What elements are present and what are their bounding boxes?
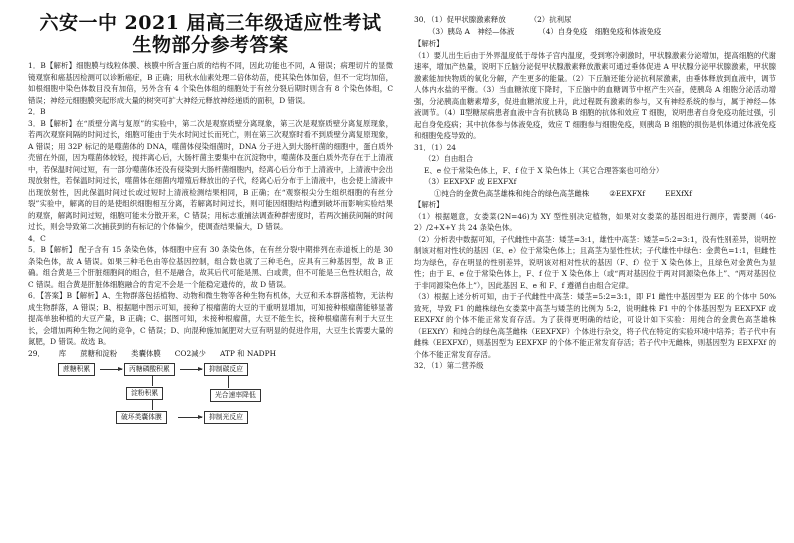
q31-part1: 31．（1）24 <box>414 142 456 152</box>
vline-2 <box>228 376 229 388</box>
box-starch: 淀粉积累 <box>126 387 163 400</box>
q31-explanation-2: （2）分析表中数据可知，子代雌性中高茎：矮茎=3:1，雄性中高茎：矮茎=5:2=3:1，没有性别差异，说明控制该对相对性状的基因（E、e）位于常染色体上；且高茎为显性性状；子代雄性中绿色：金黄色=1:1，但雌性均为绿色，存在明显的性别差异，说明该对相对性状的基因（F、f）位于 X 染色体上，且绿色对金黄色为显性；由于 E、e 位于常染色体上，F、f 位于 X 染色体上（或“两对基因位于两对同源染色体上”、“两对基因位于非同源染色体上”），因此基因 E、e 和 F、f 遵循自由组合定律。 <box>414 234 776 290</box>
right-column <box>414 14 776 372</box>
vline-1 <box>152 376 153 386</box>
vline-3 <box>152 400 153 410</box>
box-inhibit-dark: 抑制碳反应 <box>204 363 248 376</box>
answer-q6: 6．【答案】B【解析】A、生物群落包括植物、动物和微生物等各种生物有机体，大豆和禾本群落植物，无法构成生物群落，A 错误；B、根据题中图示可知，接种了根瘤菌的大豆的干重明显增加，可知接种根瘤菌能够显著提高单独种植的大豆产量，B 正确；C、据图可知，未接种根瘤菌，大豆不能生长，接种根瘤菌有利于大豆生长，会增加两种生物之间的竞争，C 错误；D、向混种施加氮肥对大豆有明显的促进作用，大豆生长需要大量的氮肥，D 错误。故选 B。 <box>28 291 393 346</box>
answer-q2: 2．B <box>28 107 46 116</box>
q29-ans-5: ATP 和 NADPH <box>219 348 277 358</box>
q31-opt-1: ①纯合的金黄色高茎雄株和纯合的绿色高茎雌株 <box>434 188 590 198</box>
q31-jiexi-label: 【解析】 <box>414 200 444 209</box>
q31-part2: （2）自由组合 <box>424 154 474 163</box>
q29-label: 29． <box>28 348 45 358</box>
q30-line1 <box>414 14 776 26</box>
box-destroy-membrane: 破坏类囊体膜 <box>116 411 167 424</box>
answer-q3: 3．B【解析】在“质壁分离与复原”的实验中，第二次是观察质壁分离现象，第三次是观察质壁分离复原现象，若两次观察间隔的时间过长，细胞可能由于失水时间过长而死亡，则在第三次观察时看不到质壁分离复原现象，A 错误；用 32P 标记的是噬菌体的 DNA，噬菌体侵染细菌时，DNA 分子进入到大肠杆菌的细胞中，蛋白质外壳留在外面，因为噬菌体较轻，搅拌离心后，大肠杆菌主要集中在沉淀物中，噬菌体及蛋白质外壳存在于上清液中，若保温时间过短，有一部分噬菌体还没有侵染到大肠杆菌细胞内，经离心后分布于上清液中，上清液中会出现放射性，若保温时间过长，噬菌体在细菌内增殖后释放出的子代，经离心后分布于上清液中，也会使上清液中出现放射性，因此保温时间过长或过短时上清液检测结果相同，B 正确；在“观察根尖分生组织细胞的有丝分裂”实验中，解离的目的是使组织细胞相互分离，若解离时间过长，则可能因细胞结构遭到破坏而影响实验结果的观察，解离时间过短，细胞可能未分散开来，C 错误；用标志重捕法调查种群密度时，若两次捕获间隔的时间过长，则会导致第二次捕获到的有标记的个体偏少，使调查结果偏大，D 错误。 <box>28 118 393 231</box>
q32-part1: 32．（1）第二营养级 <box>414 361 484 370</box>
q31-explanation-1: （1）根据题意，女娄菜(2N=46)为 XY 型性别决定植物，如果对女娄菜的基因组进行测序，需要测（46-2）/2+X+Y 共 24 条染色体。 <box>414 211 776 232</box>
left-column <box>28 0 393 431</box>
q30-ans-4: （4）自身免疫 细胞免疫和体液免疫 <box>538 27 662 36</box>
page-title: 六安一中 2021 届高三年级适应性考试 <box>39 12 382 34</box>
q29-ans-4: CO2减少 <box>174 348 206 358</box>
q29-ans-3: 类囊体膜 <box>131 348 161 358</box>
answer-q5: 5．B【解析】 配子含有 15 条染色体，体细胞中应有 30 条染色体，在有丝分裂中期排列在赤道板上的是 30 条染色体，故 A 错误。如果三种毛色由等位基因控制，组合数也就了三种毛色，应具有三种基因型，故 B 正确。组合黄是三个肝脏细胞间的组合，但不是融合，故其后代可能是黑、白或黄，但不可能是三色性状组合，故 C 错误。组合黄是肝脏体细胞融合的肯定不会是一个能稳定遗传的，故 D 错误。 <box>28 245 393 289</box>
answer-q29-row <box>28 348 393 360</box>
arrow-1 <box>100 369 122 370</box>
flow-diagram <box>28 361 393 431</box>
q30-ans-1: 30．（1）促甲状腺激素释放 <box>414 15 506 24</box>
q31-explanation-3: （3）根据上述分析可知，由于子代雌性中高茎：矮茎=5:2=3:1，即 F1 雌性中基因型为 EE 的个体中 50%致死，导致 F1 的雌株绿色女娄菜中高茎与矮茎的比例为 5:2，说明雌株 F1 中的个体基因型为 EEXFXF 或 EEXFXf 的个体不能正常发育存活。为了获得更明确的结论，可设计如下实验：用纯合的金黄色高茎雄株（EEXfY）和纯合的绿色高茎雌株（EEXFXF）个体进行杂交，将子代在特定的实验环境中培养；若子代中有雌株（EEXFXf），则基因型为 EEXFXF 的个体不能正常发育存活；若子代中无雌株，则基因型为 EEXFXf 的个体不能正常发育存活。 <box>414 292 776 359</box>
q31-opt-3: EEXfXf <box>665 188 692 198</box>
arrow-2 <box>180 369 202 370</box>
box-inhibit-light: 抑制光反应 <box>204 411 248 424</box>
box-sucrose: 蔗糖积累 <box>58 363 95 376</box>
q30-explanation: （1）要儿出生后由于外界温度低于母体子宫内温度，受到寒冷刺激时，甲状腺激素分泌增加，提高细胞的代谢速率，增加产热量，说明下丘脑分泌促甲状腺激素释放激素可通过垂体促进 A 甲状腺分泌甲状腺激素，甲状腺激素能加快物质的氧化分解，产生更多的能量。（2）下丘脑还能分泌抗利尿激素，由垂体释放到血液中，调节人体内水盐的平衡。（3）当血糖浓度下降时，下丘脑中的血糖调节中枢产生兴奋，使胰岛 A 细胞分泌活动增强，分泌胰高血糖素增多，促进血糖浓度上升，此过程既有激素的参与，又有神经系统的参与，属于神经—体液调节。（4）Ⅱ型糖尿病患者血液中含有抗胰岛 B 细胞的抗体和效应 T 细胞，说明患者自身免疫功能过强，引起自身免疫病；其中抗体参与体液免疫，效应 T 细胞参与细胞免疫，则胰岛 B 细胞的损伤是机体通过体液免疫和细胞免疫导致的。 <box>414 50 776 140</box>
answer-q1: 1．B【解析】细胞膜与线粒体膜、核膜中所含蛋白质的结构不同，因此功能也不同，A 错误；病理切片的显微镜观察和癌基因检测可以诊断癌症，B 正确；用秋水仙素处理二倍体幼苗，使其染色体加倍，但不一定均加倍，如根细胞中染色体数目没有加倍，另外含有 4 个染色体组的细胞处于有丝分裂后期时则含有 8 个染色体组，C 错误；神经元细胞膜突起形成大量的树突可扩大神经元释放神经递质的面积，D 错误。 <box>28 61 393 105</box>
answer-q4: 4．C <box>28 233 46 243</box>
q30-ans-3: （3）胰岛 A 神经—体液 <box>428 27 515 36</box>
q30-ans-2: （2）抗利尿 <box>529 15 572 24</box>
q31-opt-2: ②EEXFXf <box>609 188 646 198</box>
arrow-3 <box>178 417 202 418</box>
box-triose: 丙糖磷酸积累 <box>124 363 175 376</box>
q31-part2-detail: E、e 位于常染色体上，F、f 位于 X 染色体上（其它合理答案也可给分） <box>424 165 664 175</box>
q31-part3-options <box>414 188 776 200</box>
q31-part3: （3）EEXFXF 或 EEXFXf <box>424 177 517 186</box>
q29-ans-1: 库 <box>58 348 67 358</box>
q30-line2 <box>414 26 776 38</box>
q29-ans-2: 蔗糖和淀粉 <box>80 348 118 358</box>
box-rate-down: 光合速率降低 <box>210 389 261 402</box>
page-subtitle: 生物部分参考答案 <box>132 34 289 56</box>
q30-jiexi-label: 【解析】 <box>414 39 444 48</box>
